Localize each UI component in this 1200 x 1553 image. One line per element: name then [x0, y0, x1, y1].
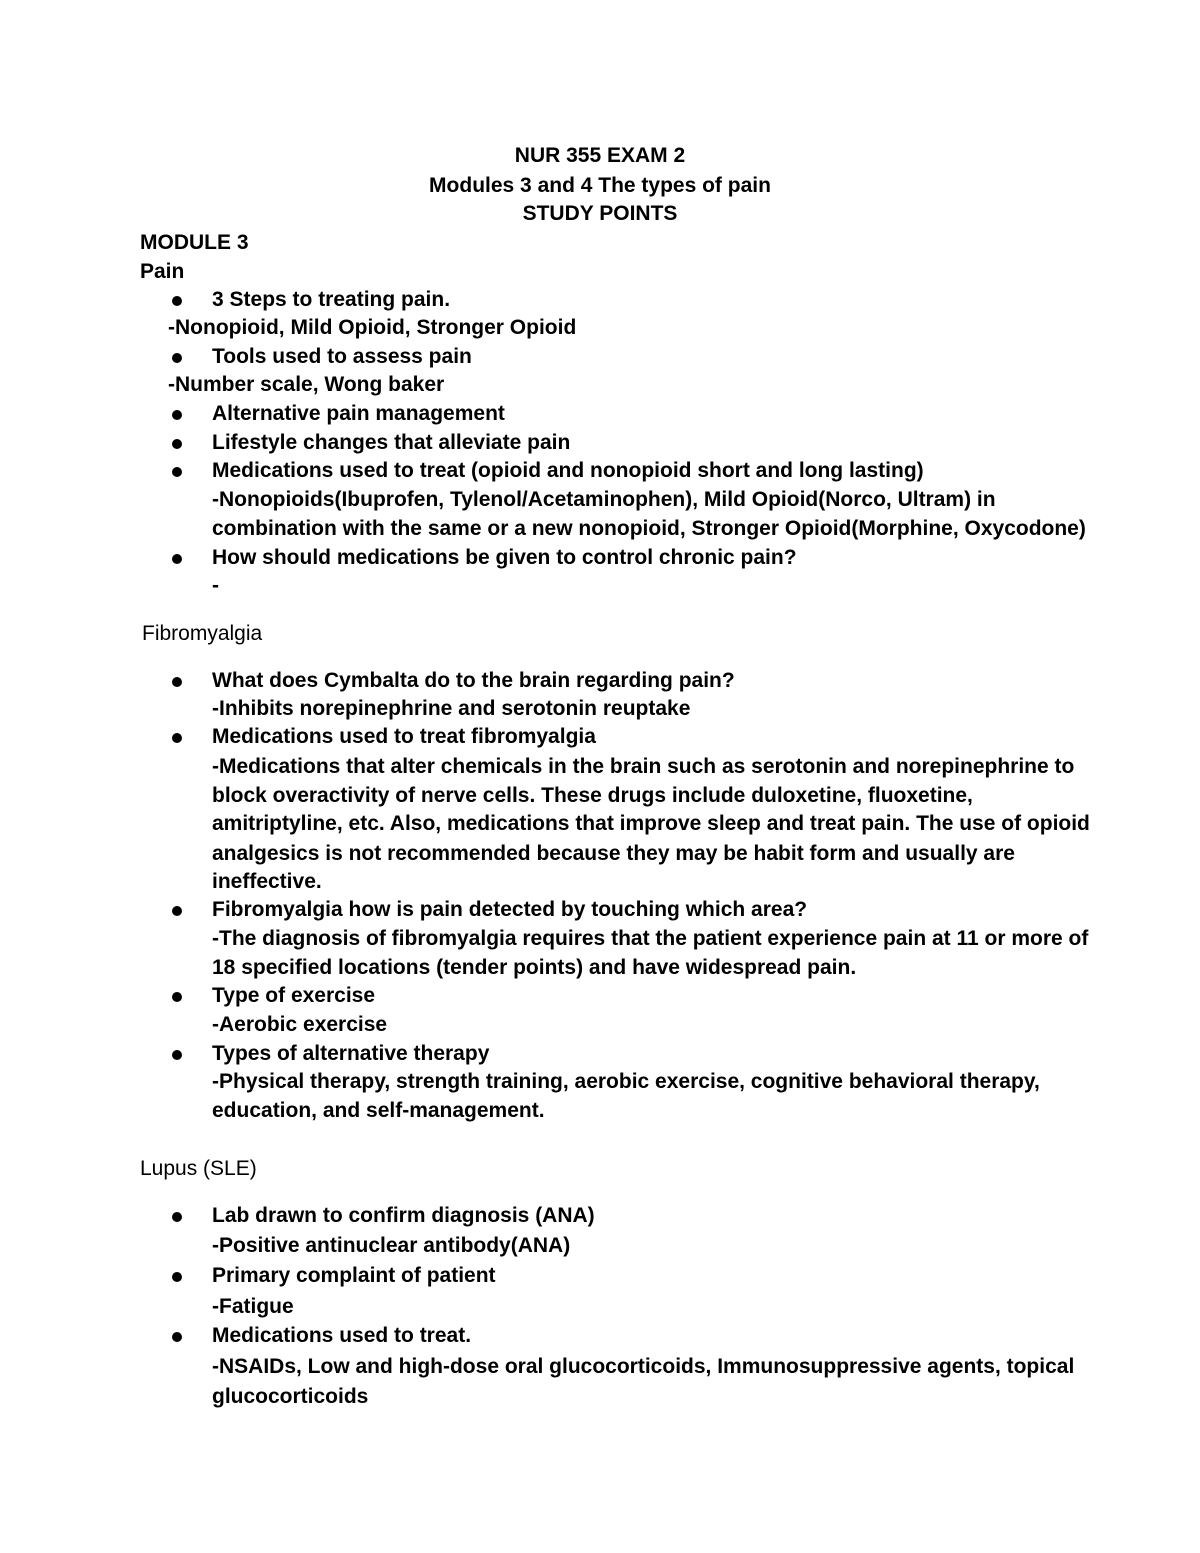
pain-question-4: Lifestyle changes that alleviate pain — [212, 431, 571, 454]
lupus-answer-1: -Positive antinuclear antibody(ANA) — [212, 1234, 571, 1257]
bullet-icon — [172, 1050, 182, 1060]
doc-label: STUDY POINTS — [522, 202, 678, 225]
bullet-icon — [172, 410, 182, 420]
bullet-icon — [172, 906, 182, 916]
section-heading-fibromyalgia: Fibromyalgia — [142, 622, 263, 645]
bullet-icon — [172, 296, 182, 306]
lupus-question-1: Lab drawn to confirm diagnosis (ANA) — [212, 1204, 595, 1227]
bullet-icon — [172, 1272, 182, 1282]
bullet-icon — [172, 439, 182, 449]
pain-question-3: Alternative pain management — [212, 402, 505, 425]
bullet-icon — [172, 467, 182, 477]
fibro-answer-2-line-1: -Medications that alter chemicals in the brain such as serotonin and norepinephrine to — [212, 755, 1075, 778]
fibro-question-2: Medications used to treat fibromyalgia — [212, 725, 596, 748]
lupus-question-3: Medications used to treat. — [212, 1324, 472, 1347]
lupus-answer-3-line-1: -NSAIDs, Low and high-dose oral glucocorticoids, Immunosuppressive agents, topical — [212, 1355, 1075, 1378]
fibro-question-4: Type of exercise — [212, 984, 376, 1007]
lupus-question-2: Primary complaint of patient — [212, 1264, 496, 1287]
fibro-answer-2-line-5: ineffective. — [212, 870, 322, 893]
pain-answer-2: -Number scale, Wong baker — [168, 373, 445, 396]
module-heading: MODULE 3 — [140, 231, 249, 254]
bullet-icon — [172, 1332, 182, 1342]
fibro-answer-3-line-2: 18 specified locations (tender points) and have widespread pain. — [212, 956, 857, 979]
fibro-answer-3-line-1: -The diagnosis of fibromyalgia requires that the patient experience pain at 11 or more of — [212, 927, 1089, 950]
section-heading-pain: Pain — [140, 260, 185, 283]
pain-answer-6: - — [212, 574, 219, 597]
bullet-icon — [172, 554, 182, 564]
lupus-answer-2: -Fatigue — [212, 1295, 294, 1318]
bullet-icon — [172, 992, 182, 1002]
doc-subtitle: Modules 3 and 4 The types of pain — [429, 174, 771, 197]
lupus-answer-3-line-2: glucocorticoids — [212, 1385, 369, 1408]
bullet-icon — [172, 677, 182, 687]
bullet-icon — [172, 733, 182, 743]
fibro-question-3: Fibromyalgia how is pain detected by touching which area? — [212, 898, 808, 921]
pain-answer-5-line-2: combination with the same or a new nonopioid, Stronger Opioid(Morphine, Oxycodone) — [212, 517, 1086, 540]
bullet-icon — [172, 1212, 182, 1222]
pain-question-1: 3 Steps to treating pain. — [212, 288, 451, 311]
bullet-icon — [172, 353, 182, 363]
pain-answer-5-line-1: -Nonopioids(Ibuprofen, Tylenol/Acetaminophen), Mild Opioid(Norco, Ultram) in — [212, 488, 996, 511]
pain-question-6: How should medications be given to control chronic pain? — [212, 546, 797, 569]
fibro-question-1: What does Cymbalta do to the brain regarding pain? — [212, 669, 735, 692]
fibro-answer-2-line-2: block overactivity of nerve cells. These drugs include duloxetine, fluoxetine, — [212, 784, 973, 807]
fibro-question-5: Types of alternative therapy — [212, 1042, 490, 1065]
pain-answer-1: -Nonopioid, Mild Opioid, Stronger Opioid — [168, 316, 577, 339]
fibro-answer-2-line-4: analgesics is not recommended because they may be habit form and usually are — [212, 842, 1015, 865]
fibro-answer-4: -Aerobic exercise — [212, 1013, 388, 1036]
fibro-answer-5-line-1: -Physical therapy, strength training, aerobic exercise, cognitive behavioral therapy, — [212, 1070, 1040, 1093]
doc-title: NUR 355 EXAM 2 — [514, 144, 686, 167]
section-heading-lupus: Lupus (SLE) — [140, 1157, 257, 1180]
fibro-answer-1: -Inhibits norepinephrine and serotonin reuptake — [212, 697, 691, 720]
fibro-answer-5-line-2: education, and self-management. — [212, 1099, 545, 1122]
fibro-answer-2-line-3: amitriptyline, etc. Also, medications that improve sleep and treat pain. The use of opioid — [212, 812, 1090, 835]
pain-question-2: Tools used to assess pain — [212, 345, 472, 368]
pain-question-5: Medications used to treat (opioid and nonopioid short and long lasting) — [212, 459, 924, 482]
